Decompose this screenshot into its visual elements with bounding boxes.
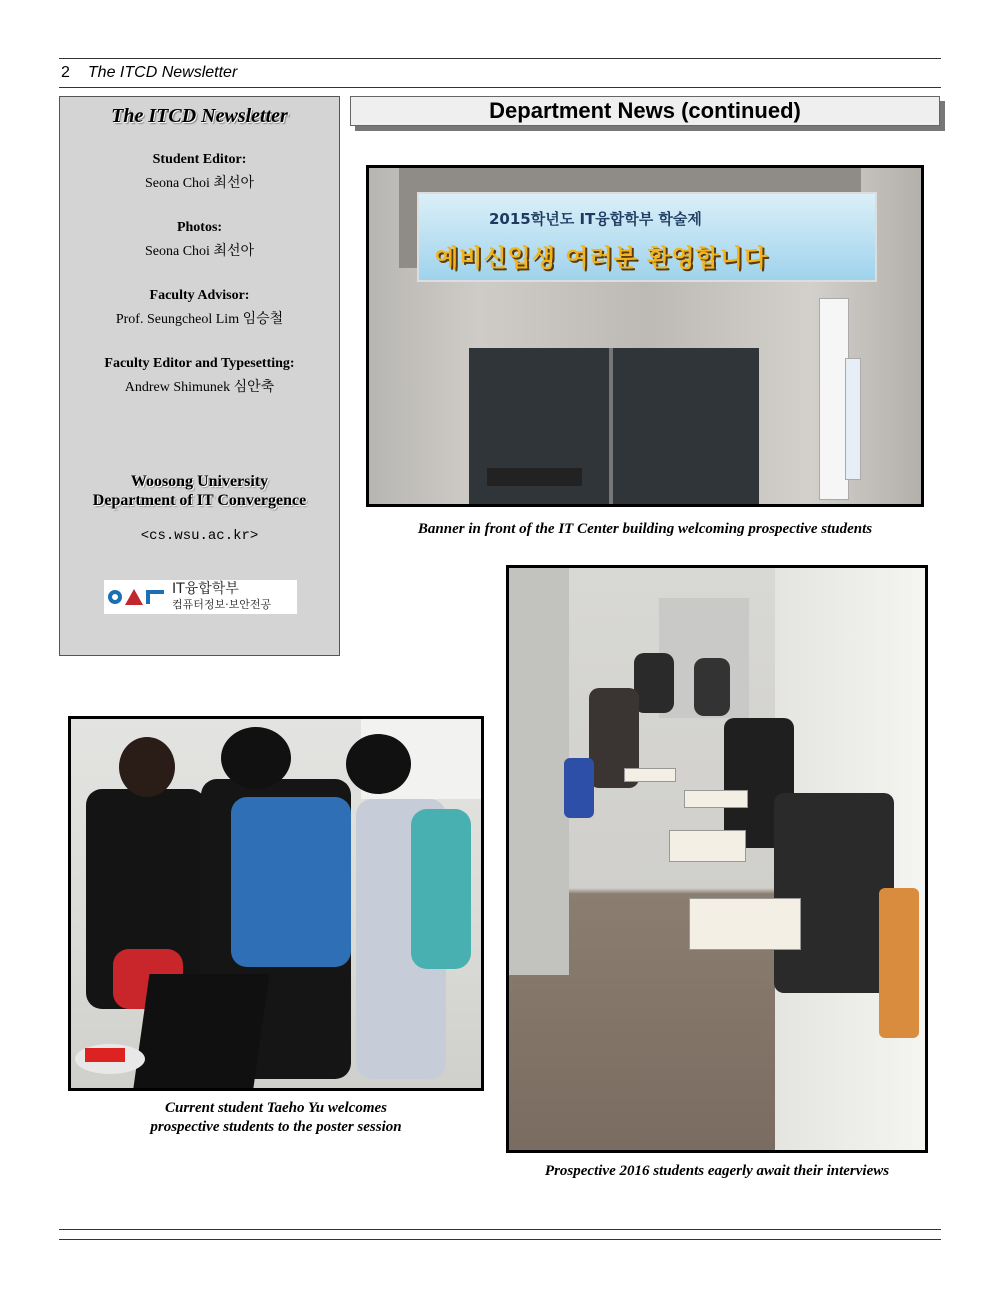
website-url[interactable]: <cs.wsu.ac.kr> <box>140 528 259 544</box>
credit-role: Photos: <box>176 220 223 235</box>
credit-name: Seona Choi 최선아 <box>144 176 254 191</box>
header-rule <box>59 87 941 88</box>
page-number: 2 <box>61 64 70 81</box>
credit-name: Andrew Shimunek 심안축 <box>124 380 275 395</box>
hallway-photo <box>506 565 928 1153</box>
credit-photos <box>60 216 339 264</box>
banner-photo <box>366 165 924 507</box>
credit-faculty-editor <box>60 352 339 400</box>
poster-caption-line1: Current student Taeho Yu welcomes <box>165 1100 387 1116</box>
section-title: Department News (continued) <box>350 96 940 126</box>
poster-caption <box>68 1099 484 1137</box>
university-name: Woosong University <box>130 473 269 490</box>
department-logo <box>104 580 297 614</box>
poster-caption-line2: prospective students to the poster session <box>150 1119 402 1135</box>
banner-line1: 2015학년도 IT융합학부 학술제 <box>489 210 702 228</box>
masthead-title: The ITCD Newsletter <box>111 105 288 127</box>
credit-role: Student Editor: <box>152 152 247 167</box>
logo-line1: IT융합학부 <box>172 581 239 597</box>
welcome-banner <box>417 192 877 282</box>
credit-role: Faculty Advisor: <box>149 288 250 303</box>
hallway-caption: Prospective 2016 students eagerly await their interviews <box>544 1163 890 1179</box>
department-name: Department of IT Convergence <box>92 492 307 509</box>
credit-student-editor <box>60 148 339 196</box>
banner-caption: Banner in front of the IT Center building welcoming prospective students <box>417 521 873 537</box>
poster-session-photo <box>68 716 484 1091</box>
logo-line2: 컴퓨터정보·보안전공 <box>172 598 272 611</box>
university-block <box>60 472 339 510</box>
running-title: The ITCD Newsletter <box>87 64 238 81</box>
woosong-logo-icon <box>108 589 164 605</box>
running-header <box>61 64 237 82</box>
banner-line2: 예비신입생 여러분 환영합니다 <box>435 244 769 272</box>
credit-role: Faculty Editor and Typesetting: <box>104 356 295 371</box>
credit-faculty-advisor <box>60 284 339 332</box>
footer-rule-top <box>59 1229 941 1230</box>
credit-name: Prof. Seungcheol Lim 임승철 <box>115 312 284 327</box>
masthead-box <box>59 96 340 656</box>
footer-rule-bottom <box>59 1239 941 1240</box>
credit-name: Seona Choi 최선아 <box>144 244 254 259</box>
top-rule <box>59 58 941 59</box>
